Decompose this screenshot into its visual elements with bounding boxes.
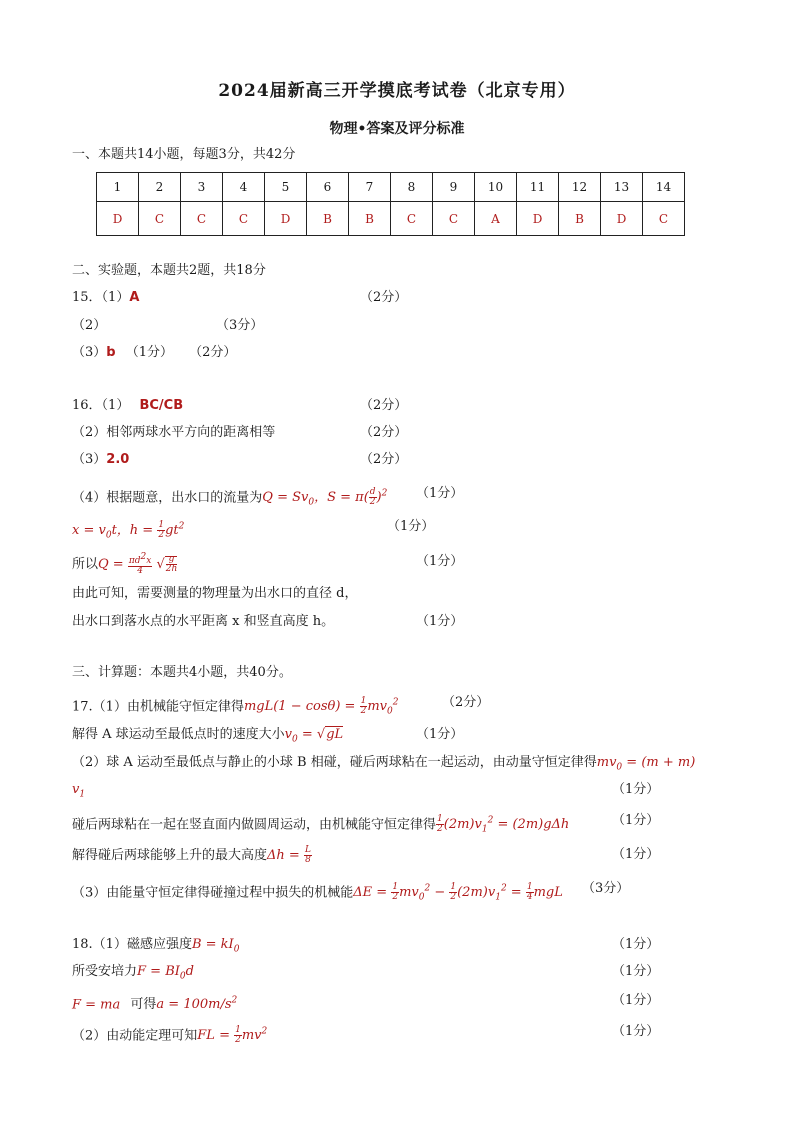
q15-part1-label: 15．（1）: [72, 290, 130, 305]
q18-part1: [72, 936, 239, 959]
q15-part3-label: （3）: [72, 345, 107, 360]
section2-heading: 二、实验题，本题共2题，共18分: [72, 263, 266, 278]
answer-cell: D: [265, 202, 307, 236]
q18-field-formula: $B = kI_0$: [191, 937, 240, 955]
q15-part3-score2: （2分）: [189, 345, 237, 360]
question-number: 7: [349, 173, 391, 202]
q17-part2-score: （1分）: [416, 727, 464, 742]
q17-circular-energy-formula: $\frac{1}{2}$ $(2m)v_1^2 = (2m)g\Delta h$: [437, 814, 570, 835]
q17-height-formula: Δh = $\frac{L}{8}$: [267, 845, 311, 865]
q17-part7: [72, 880, 563, 907]
answer-cell: C: [181, 202, 223, 236]
q17-part1: [72, 694, 398, 721]
question-number: 3: [181, 173, 223, 202]
answer-table-number-row: [97, 173, 685, 202]
q17-part4-score: （1分）: [612, 782, 660, 797]
question-number: 10: [475, 173, 517, 202]
answer-cell: C: [139, 202, 181, 236]
q18-part4: [72, 1023, 267, 1045]
question-number: 5: [265, 173, 307, 202]
q16-part3-label: （3）: [72, 452, 107, 467]
answer-table-answer-row: [97, 202, 685, 236]
q18-force-formula: $F = BI_0d$: [137, 964, 194, 982]
answer-cell: D: [601, 202, 643, 236]
q16-part1-score: （2分）: [360, 398, 408, 413]
q17-part6-score: （1分）: [612, 847, 660, 862]
q17-part1-text: 17.（1）由机械能守恒定律得: [72, 699, 244, 715]
q16-result-formula: Q = $\frac{\pi d^2x}{4}$ √ $\frac{g}{2h}$: [98, 552, 178, 576]
q16-part1: [72, 397, 183, 415]
question-number: 13: [601, 173, 643, 202]
answer-cell: D: [517, 202, 559, 236]
q18-part2-text: 所受安培力: [72, 964, 138, 979]
q17-momentum-formula: $mv_0 = (m + m)$: [596, 755, 696, 773]
answer-cell: C: [433, 202, 475, 236]
q16-part4-text: （4）根据题意，出水口的流量为: [72, 490, 263, 506]
q17-part1-score: （2分）: [442, 695, 490, 710]
q17-part7-score: （3分）: [582, 881, 630, 896]
section3-heading: 三、计算题：本题共4小题，共40分。: [72, 665, 292, 680]
q16-part1-label: 16．（1）: [72, 398, 130, 413]
answer-cell: B: [559, 202, 601, 236]
q16-part3-score: （2分）: [360, 452, 408, 467]
q16-part6: [72, 553, 177, 576]
q16-part2-score: （2分）: [360, 425, 408, 440]
q18-work-energy-formula: FL = $\frac{1}{2}$ $mv^2$: [197, 1025, 268, 1046]
q16-part4: [72, 485, 387, 512]
q17-part5-text: 碰后两球粘在一起在竖直面内做圆周运动，由机械能守恒定律得: [72, 817, 437, 833]
q18-part2-score: （1分）: [612, 964, 660, 979]
question-number: 9: [433, 173, 475, 202]
question-number: 12: [559, 173, 601, 202]
q16-flow-formula: $Q = Sv_0$，S = π( $\frac{d}{2}$ )$^2$: [262, 487, 388, 508]
q17-part3-text: （2）球 A 运动至最低点与静止的小球 B 相碰，碰后两球粘在一起运动，由动量守恒定律得: [72, 755, 597, 770]
q18-part4-score: （1分）: [612, 1024, 660, 1039]
q15-part2-label: （2）: [72, 318, 107, 333]
q18-part1-text: 18.（1）磁感应强度: [72, 937, 192, 952]
question-number: 11: [517, 173, 559, 202]
q16-part1-answer: BC/CB: [139, 398, 184, 413]
question-number: 2: [139, 173, 181, 202]
q17-part6-text: 解得碰后两球能够上升的最大高度: [72, 848, 268, 863]
q16-part3: [72, 451, 129, 469]
q18-part4-text: （2）由动能定理可知: [72, 1028, 198, 1044]
q17-velocity-formula: $v_0 = √gL$: [284, 727, 344, 745]
question-number: 14: [643, 173, 685, 202]
q15-part3: [72, 344, 236, 362]
q18-part2: [72, 963, 194, 986]
q18-part3-score: （1分）: [612, 993, 660, 1008]
q17-part6: [72, 846, 312, 865]
answer-cell: C: [391, 202, 433, 236]
q17-part2: [72, 726, 343, 749]
q17-part2-text: 解得 A 球运动至最低点时的速度大小: [72, 727, 285, 742]
answer-cell: A: [475, 202, 517, 236]
q16-part6-text: 所以: [72, 557, 99, 572]
q17-loss-formula: ΔE = $\frac{1}{2}$ $mv_0^2$ − $\frac{1}{2}$ $(2m)v_1^2$ = $\frac{1}{4}$ mgL: [353, 882, 563, 903]
section1-heading: 一、本题共14小题，每题3分，共42分: [72, 147, 296, 162]
q15-part1-score: （2分）: [360, 290, 408, 305]
q16-part8-text: 出水口到落水点的水平距离 x 和竖直高度 h。: [72, 614, 335, 629]
q18-part3: [72, 992, 237, 1014]
q15-part2-score: （3分）: [216, 318, 264, 333]
q16-part5: [72, 518, 184, 545]
q17-energy-formula: mgL(1 − cosθ) = $\frac{1}{2}$ $mv_0^2$: [243, 696, 399, 717]
q17-momentum-formula-cont: $v_1$: [72, 782, 86, 800]
q15-part3-score1: （1分）: [125, 345, 174, 360]
q16-kinematics-formula: $x = v_0t$，h = $\frac{1}{2}$ $gt^2$: [72, 520, 185, 541]
q16-part4-score: （1分）: [416, 486, 464, 501]
q15-part3-answer: b: [106, 345, 116, 360]
q15-part1-answer: A: [129, 290, 140, 305]
q17-part7-text: （3）由能量守恒定律得碰撞过程中损失的机械能: [72, 885, 354, 901]
q16-part3-answer: 2.0: [106, 452, 130, 467]
q18-newton-formula: F = ma: [72, 997, 121, 1013]
q16-part2-text: （2）相邻两球水平方向的距离相等: [72, 425, 276, 440]
q18-part3-text: 可得: [130, 997, 157, 1013]
q18-part1-score: （1分）: [612, 937, 660, 952]
answer-cell: D: [97, 202, 139, 236]
page-title: 2024届新高三开学摸底考试卷（北京专用）: [218, 81, 576, 101]
q16-part7-text: 由此可知，需要测量的物理量为出水口的直径 d，: [72, 586, 358, 601]
question-number: 6: [307, 173, 349, 202]
answer-cell: C: [223, 202, 265, 236]
question-number: 4: [223, 173, 265, 202]
q15-part1: [72, 289, 139, 307]
question-number: 1: [97, 173, 139, 202]
q16-part6-score: （1分）: [416, 554, 464, 569]
answer-cell: B: [307, 202, 349, 236]
q17-part5: [72, 812, 569, 839]
page-subtitle: 物理•答案及评分标准: [329, 121, 465, 137]
answer-table: [96, 172, 685, 236]
q17-part3: [72, 754, 695, 777]
q16-part5-score: （1分）: [387, 519, 435, 534]
q18-acceleration-formula: $a = 100m/s^2$: [156, 996, 238, 1013]
q17-part4: [72, 781, 85, 804]
question-number: 8: [391, 173, 433, 202]
answer-cell: C: [643, 202, 685, 236]
answer-cell: B: [349, 202, 391, 236]
q16-part8-score: （1分）: [416, 614, 464, 629]
q17-part5-score: （1分）: [612, 813, 660, 828]
